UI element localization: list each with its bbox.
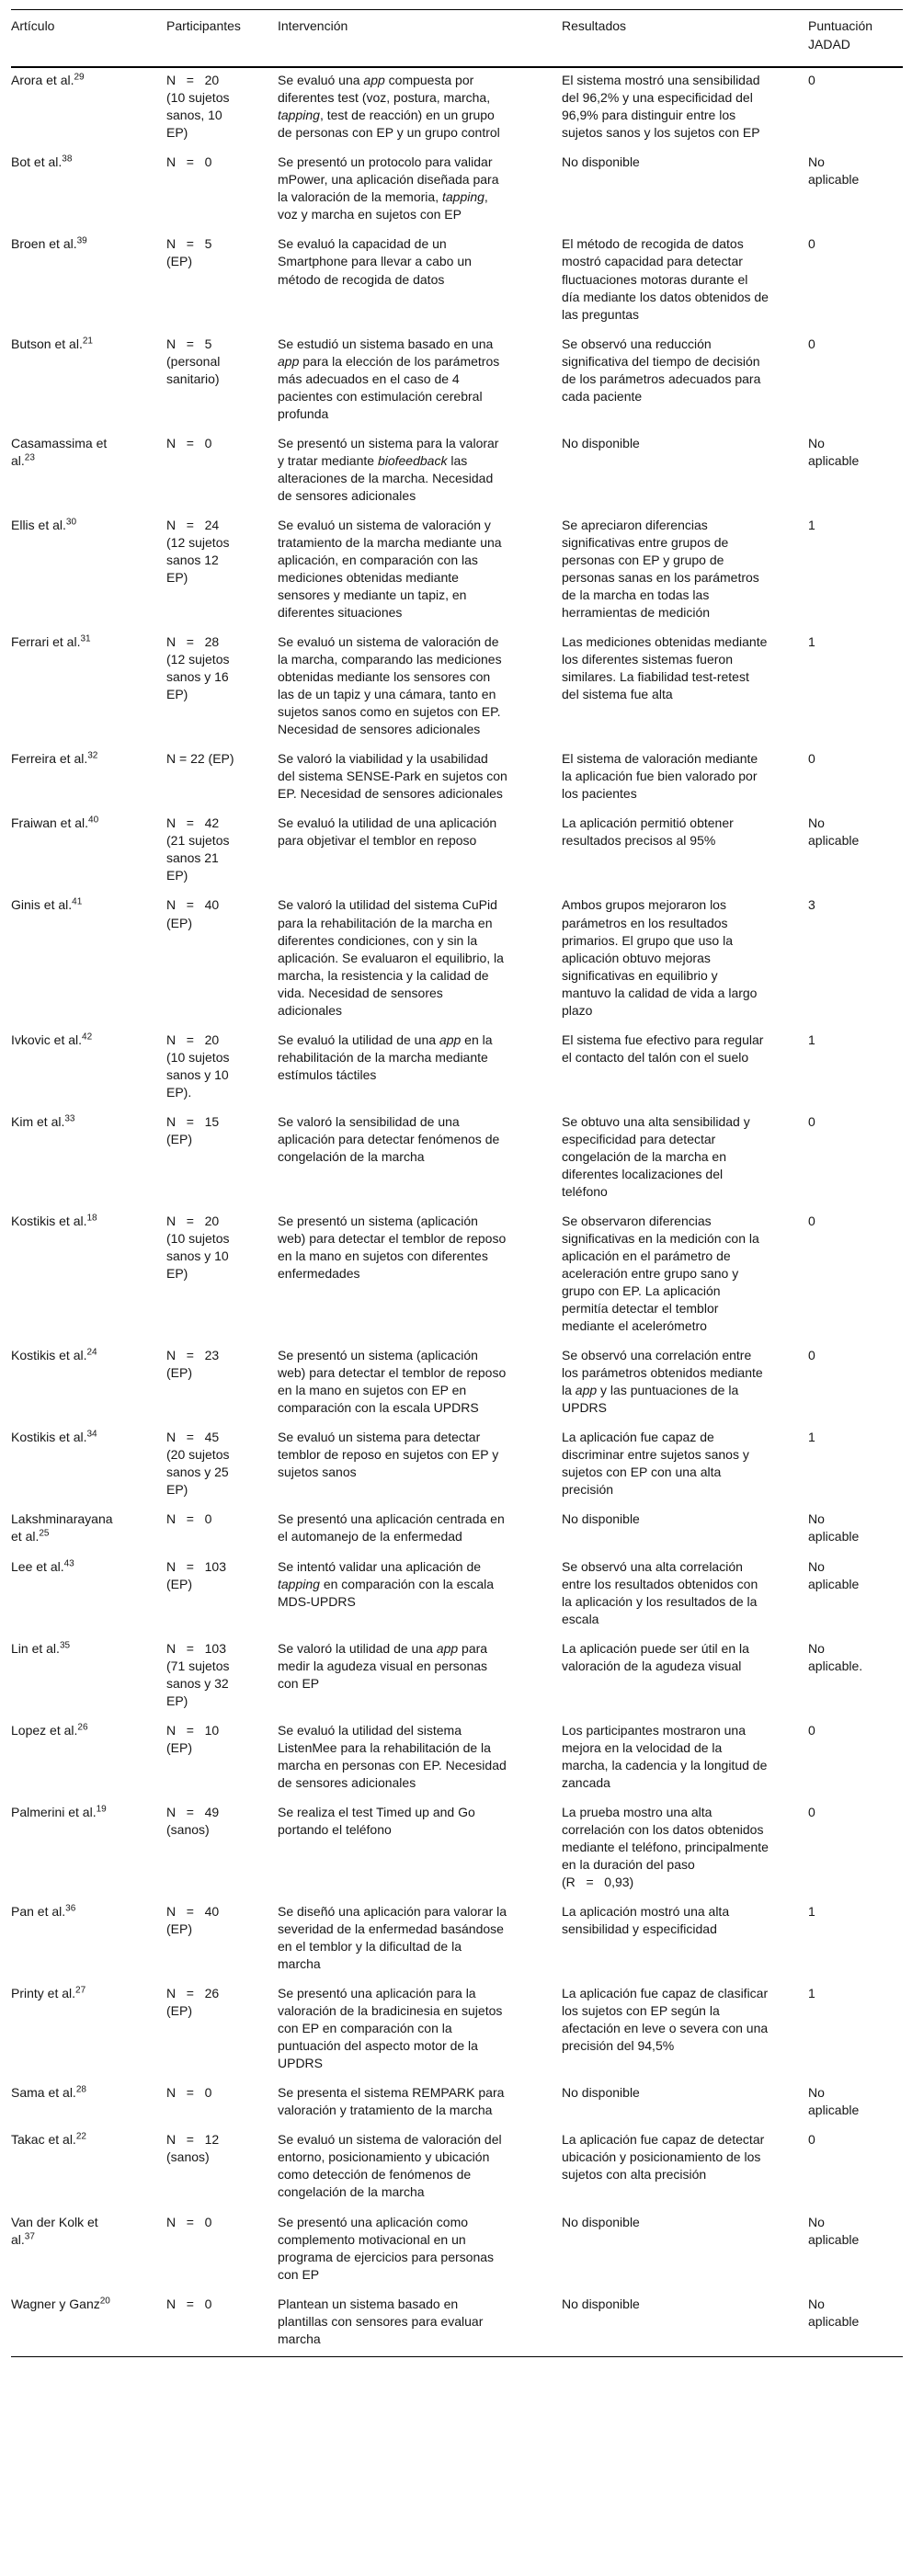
participants-detail: (EP) — [166, 1739, 192, 1755]
column-header-intervencion: Intervención — [278, 18, 348, 33]
jadad-score-cell: 1 — [808, 1430, 815, 1445]
table-row — [11, 1507, 903, 1554]
table-row — [11, 1718, 903, 1800]
article-cell — [11, 1507, 166, 1554]
participants-cell — [166, 1899, 278, 1981]
results-cell: Se observaron diferencias significativas en la medición con la aplicación en el parámetro de aceleración entre grupo sano y grupo con EP. La aplicación permitía detectar el temblor mediante el acelerómetro — [562, 1213, 759, 1334]
participants-detail: (personal sanitario) — [166, 353, 224, 386]
participants-detail: (EP) — [166, 1576, 192, 1591]
article-reference: Fraiwan et al.$^{40}$ — [11, 815, 99, 831]
participants-cell — [166, 1110, 278, 1209]
participants-n: N = 40 — [166, 897, 220, 913]
participants-detail: (12 sujetos sanos 12 EP) — [166, 534, 234, 585]
article-cell — [11, 67, 166, 150]
table-row — [11, 811, 903, 893]
results-cell: Se apreciaron diferencias significativas entre grupos de personas con EP y grupo de personas sanas en los parámetros de la marcha en todas las herramientas de medición — [562, 517, 759, 621]
article-cell — [11, 1800, 166, 1899]
article-cell — [11, 1555, 166, 1636]
table-row — [11, 1800, 903, 1899]
jadad-score-cell: 0 — [808, 73, 815, 88]
jadad-score-cell: 0 — [808, 1213, 815, 1228]
article-reference: Ginis et al.$^{41}$ — [11, 896, 83, 913]
participants-n: N = 5 — [166, 336, 212, 351]
column-header-participantes: Participantes — [166, 18, 241, 33]
participants-detail: (71 sujetos sanos y 32 EP) — [166, 1658, 234, 1708]
article-cell — [11, 1425, 166, 1507]
results-cell: Se obtuvo una alta sensibilidad y especificidad para detectar congelación de la marcha en diferentes localizaciones del teléfono — [562, 1113, 750, 1199]
participants-detail: (20 sujetos sanos y 25 EP) — [166, 1447, 234, 1498]
article-cell — [11, 1981, 166, 2080]
article-reference: Broen et al.$^{39}$ — [11, 235, 87, 252]
table-row — [11, 630, 903, 747]
participants-detail: (EP) — [166, 1365, 192, 1381]
column-header-articulo: Artículo — [11, 18, 55, 33]
table-row — [11, 1981, 903, 2080]
jadad-score-cell: No aplicable — [808, 2296, 860, 2329]
participants-cell — [166, 431, 278, 513]
participants-cell — [166, 513, 278, 630]
results-cell: Los participantes mostraron una mejora en la velocidad de la marcha, la cadencia y la longitud de zancada — [562, 1722, 768, 1790]
intervention-cell: Se evaluó la capacidad de un Smartphone para llevar a cabo un método de recogida de datos — [278, 236, 472, 287]
article-reference: Kostikis et al.$^{24}$ — [11, 1347, 97, 1363]
participants-detail: (EP) — [166, 254, 192, 269]
article-reference: Printy et al.$^{27}$ — [11, 1985, 86, 2001]
participants-cell — [166, 1028, 278, 1110]
participants-cell — [166, 747, 278, 811]
article-reference: Lee et al.$^{43}$ — [11, 1557, 74, 1574]
results-cell: Ambos grupos mejoraron los parámetros en los resultados primarios. El grupo que uso la aplicación obtuvo mejoras significativas en equilibrio y mantuvo la calidad de vida a largo plazo — [562, 897, 758, 1018]
intervention-cell: Se intentó validar una aplicación de tapping en comparación con la escala MDS-UPDRS — [278, 1558, 495, 1609]
results-cell: Se observó una alta correlación entre los resultados obtenidos con la aplicación y los resultados de la escala — [562, 1558, 758, 1626]
table-row — [11, 1555, 903, 1636]
article-reference: Kostikis et al.$^{34}$ — [11, 1429, 97, 1445]
article-reference: Lopez et al.$^{26}$ — [11, 1722, 88, 1738]
participants-cell — [166, 150, 278, 232]
intervention-cell: Se presenta el sistema REMPARK para valoración y tratamiento de la marcha — [278, 2085, 505, 2118]
intervention-cell: Se valoró la viabilidad y la usabilidad del sistema SENSE-Park en sujetos con EP. Necesidad de sensores adicionales — [278, 751, 507, 802]
intervention-cell: Se evaluó la utilidad de una app en la rehabilitación de la marcha mediante estímulos táctiles — [278, 1032, 493, 1082]
article-reference: Kostikis et al.$^{18}$ — [11, 1213, 97, 1228]
table-row — [11, 431, 903, 513]
article-reference: Takac et al.$^{22}$ — [11, 2131, 86, 2148]
results-cell: Las mediciones obtenidas mediante los diferentes sistemas fueron similares. La fiabilidad test-retest del sistema fue alta — [562, 634, 768, 702]
article-reference: Arora et al.$^{29}$ — [11, 72, 85, 88]
participants-n: N = 10 — [166, 1722, 220, 1738]
article-reference: Ferreira et al.$^{32}$ — [11, 750, 98, 767]
jadad-score-cell: 1 — [808, 1032, 815, 1047]
results-cell: Se observó una correlación entre los parámetros obtenidos mediante la app y las puntuaciones de la UPDRS — [562, 1348, 763, 1416]
participants-n: N = 0 — [166, 154, 212, 170]
participants-n: N = 0 — [166, 1511, 212, 1527]
article-reference: Ellis et al.$^{30}$ — [11, 517, 77, 532]
participants-detail: (sanos) — [166, 2149, 210, 2165]
intervention-cell: Se evaluó un sistema de valoración de la marcha, comparando las mediciones obtenidas mediante los sensores con las de un tapiz y una cámara, tanto en sujetos sanos como en sujetos con EP. Necesidad de sensores adicionales — [278, 634, 502, 737]
results-cell: No disponible — [562, 2085, 640, 2101]
participants-n: N = 40 — [166, 1904, 220, 1920]
participants-cell — [166, 1800, 278, 1899]
article-reference: Pan et al.$^{36}$ — [11, 1903, 76, 1920]
results-cell: El sistema fue efectivo para regular el contacto del talón con el suelo — [562, 1032, 764, 1065]
table-row — [11, 1899, 903, 1981]
jadad-score-cell: 1 — [808, 634, 815, 650]
participants-n: N = 5 — [166, 236, 212, 252]
jadad-score-cell: 0 — [808, 1113, 815, 1129]
participants-cell — [166, 1209, 278, 1343]
results-cell: El método de recogida de datos mostró capacidad para detectar fluctuaciones motoras durante el día mediante los datos obtenidos de las preguntas — [562, 236, 769, 322]
participants-n: N = 0 — [166, 2085, 212, 2101]
column-header-resultados: Resultados — [562, 18, 627, 33]
participants-n: N = 49 — [166, 1804, 220, 1819]
intervention-cell: Se presentó un sistema (aplicación web) para detectar el temblor de reposo en la mano en sujetos con EP en comparación con la escala UPDRS — [278, 1348, 507, 1416]
jadad-score-cell: No aplicable. — [808, 1640, 863, 1673]
participants-n: N = 20 — [166, 73, 220, 88]
results-cell: La aplicación fue capaz de clasificar los sujetos con EP según la afectación en leve o severa con una precisión del 94,5% — [562, 1986, 769, 2054]
participants-cell — [166, 1636, 278, 1718]
table-header — [11, 10, 903, 68]
article-cell — [11, 1636, 166, 1718]
participants-cell — [166, 332, 278, 431]
results-cell: No disponible — [562, 2214, 640, 2229]
table-row — [11, 1209, 903, 1343]
participants-n: N = 24 — [166, 517, 220, 532]
article-cell — [11, 2080, 166, 2127]
jadad-score-cell: No aplicable — [808, 435, 860, 468]
intervention-cell: Plantean un sistema basado en plantillas con sensores para evaluar marcha — [278, 2296, 484, 2346]
intervention-cell: Se valoró la utilidad de una app para medir la agudeza visual en personas con EP — [278, 1640, 488, 1691]
intervention-cell: Se presentó una aplicación para la valoración de la bradicinesia en sujetos con EP en comparación con la puntuación del aspecto motor de la UPDRS — [278, 1986, 503, 2071]
jadad-score-cell: No aplicable — [808, 1511, 860, 1544]
jadad-score-cell: 0 — [808, 1348, 815, 1363]
participants-n: N = 15 — [166, 1113, 220, 1129]
participants-n: N = 28 — [166, 634, 220, 650]
participants-cell — [166, 811, 278, 893]
table-body — [11, 67, 903, 2356]
table-row — [11, 2210, 903, 2292]
participants-cell — [166, 232, 278, 331]
participants-n: N = 0 — [166, 435, 212, 450]
intervention-cell: Se presentó un sistema para la valorar y tratar mediante biofeedback las alteraciones de la marcha. Necesidad de sensores adicionales — [278, 435, 499, 503]
article-reference: Lakshminarayana et al.$^{25}$ — [11, 1511, 113, 1544]
participants-n: N = 22 (EP) — [166, 751, 234, 767]
table-row — [11, 150, 903, 232]
participants-detail: (10 sujetos sanos, 10 EP) — [166, 90, 234, 141]
table-row — [11, 513, 903, 630]
table-row — [11, 67, 903, 150]
intervention-cell: Se evaluó una app compuesta por diferentes test (voz, postura, marcha, tapping, test de reacción) en un grupo de personas con EP y un grupo control — [278, 73, 500, 141]
participants-detail: (sanos) — [166, 1821, 210, 1837]
participants-n: N = 20 — [166, 1032, 220, 1047]
article-cell — [11, 332, 166, 431]
jadad-score-cell: No aplicable — [808, 1558, 860, 1591]
article-cell — [11, 747, 166, 811]
jadad-score-cell: No aplicable — [808, 815, 860, 849]
intervention-cell: Se presentó una aplicación como complemento motivacional en un programa de ejercicios para personas con EP — [278, 2214, 495, 2282]
results-cell: No disponible — [562, 1511, 640, 1527]
results-cell: El sistema de valoración mediante la aplicación fue bien valorado por los pacientes — [562, 751, 758, 802]
participants-n: N = 26 — [166, 1986, 220, 2001]
article-cell — [11, 2127, 166, 2209]
results-cell: Se observó una reducción significativa del tiempo de decisión de los parámetros adecuados para cada paciente — [562, 336, 761, 404]
participants-cell — [166, 1555, 278, 1636]
participants-detail: (21 sujetos sanos 21 EP) — [166, 833, 234, 883]
table-row — [11, 332, 903, 431]
participants-n: N = 0 — [166, 2296, 212, 2311]
article-cell — [11, 1718, 166, 1800]
participants-cell — [166, 2210, 278, 2292]
column-header-puntuacion-jadad: Puntuación JADAD — [808, 18, 873, 51]
article-reference: Sama et al.$^{28}$ — [11, 2084, 86, 2101]
results-cell: No disponible — [562, 154, 640, 170]
participants-detail: (EP) — [166, 1131, 192, 1146]
jadad-score-cell: 0 — [808, 1722, 815, 1738]
article-cell — [11, 2292, 166, 2357]
results-cell: La aplicación mostró una alta sensibilidad y especificidad — [562, 1904, 730, 1937]
participants-cell — [166, 2127, 278, 2209]
intervention-cell: Se presentó un protocolo para validar mPower, una aplicación diseñada para la valoración de la memoria, tapping, voz y marcha en sujetos con EP — [278, 154, 499, 222]
participants-cell — [166, 2292, 278, 2357]
article-cell — [11, 232, 166, 331]
article-reference: Van der Kolk et al.$^{37}$ — [11, 2214, 98, 2247]
table-row — [11, 1028, 903, 1110]
jadad-score-cell: 0 — [808, 1804, 815, 1819]
jadad-score-cell: 0 — [808, 751, 815, 767]
article-cell — [11, 150, 166, 232]
table-row — [11, 893, 903, 1027]
article-cell — [11, 2210, 166, 2292]
participants-n: N = 23 — [166, 1348, 220, 1363]
jadad-score-cell: 0 — [808, 336, 815, 351]
results-cell: La aplicación fue capaz de discriminar entre sujetos sanos y sujetos con EP con una alta precisión — [562, 1430, 749, 1498]
participants-cell — [166, 1981, 278, 2080]
article-cell — [11, 1899, 166, 1981]
jadad-score-cell: 3 — [808, 897, 815, 913]
participants-n: N = 45 — [166, 1430, 220, 1445]
article-reference: Lin et al.$^{35}$ — [11, 1639, 71, 1656]
participants-cell — [166, 2080, 278, 2127]
article-cell — [11, 1110, 166, 1209]
article-reference: Ferrari et al.$^{31}$ — [11, 633, 91, 650]
header-row — [11, 10, 903, 68]
table-row — [11, 2292, 903, 2357]
results-cell: La aplicación fue capaz de detectar ubicación y posicionamiento de los sujetos con alta precisión — [562, 2132, 765, 2183]
intervention-cell: Se evaluó la utilidad de una aplicación para objetivar el temblor en reposo — [278, 815, 497, 849]
participants-detail: (EP) — [166, 2003, 192, 2019]
jadad-score-cell: 1 — [808, 517, 815, 532]
results-cell: La aplicación permitió obtener resultados precisos al 95% — [562, 815, 734, 849]
participants-detail: (12 sujetos sanos y 16 EP) — [166, 652, 234, 702]
studies-table — [11, 9, 903, 2357]
participants-cell — [166, 1507, 278, 1554]
article-cell — [11, 1209, 166, 1343]
intervention-cell: Se evaluó un sistema de valoración del entorno, posicionamiento y ubicación como detección de fenómenos de congelación de la marcha — [278, 2132, 502, 2200]
intervention-cell: Se diseñó una aplicación para valorar la severidad de la enfermedad basándose en el temblor y la dificultad de la marcha — [278, 1904, 507, 1972]
results-cell: La prueba mostro una alta correlación con los datos obtenidos mediante el teléfono, principalmente en la duración del paso (R = 0,93) — [562, 1804, 769, 1889]
article-reference: Casamassima et al.$^{23}$ — [11, 435, 108, 468]
results-cell: El sistema mostró una sensibilidad del 96,2% y una especificidad del 96,9% para distinguir entre los sujetos sanos y los sujetos con EP — [562, 73, 760, 141]
article-cell — [11, 1028, 166, 1110]
table-row — [11, 1636, 903, 1718]
table-row — [11, 2127, 903, 2209]
results-cell: No disponible — [562, 2296, 640, 2311]
jadad-score-cell: 1 — [808, 1986, 815, 2001]
participants-n: N = 42 — [166, 815, 220, 831]
intervention-cell: Se presentó un sistema (aplicación web) para detectar el temblor de reposo en la mano en sujetos con diferentes enfermedades — [278, 1213, 507, 1282]
article-cell — [11, 811, 166, 893]
table-row — [11, 232, 903, 331]
jadad-score-cell: 0 — [808, 236, 815, 252]
article-cell — [11, 431, 166, 513]
intervention-cell: Se presentó una aplicación centrada en el automanejo de la enfermedad — [278, 1511, 505, 1544]
jadad-score-cell: 0 — [808, 2132, 815, 2148]
participants-detail: (EP) — [166, 915, 192, 930]
article-cell — [11, 893, 166, 1027]
participants-cell — [166, 893, 278, 1027]
participants-n: N = 103 — [166, 1640, 226, 1656]
intervention-cell: Se valoró la utilidad del sistema CuPid para la rehabilitación de la marcha en diferentes condiciones, con y sin la aplicación. Se evaluaron el equilibrio, la marcha, la resistencia y la calidad de vida. Necesidad de sensores adicionales — [278, 897, 504, 1018]
participants-cell — [166, 67, 278, 150]
article-cell — [11, 513, 166, 630]
intervention-cell: Se evaluó un sistema de valoración y tratamiento de la marcha mediante una aplicación, en comparación con las mediciones obtenidas mediante sensores y mediante un tapiz, en diferentes situaciones — [278, 517, 502, 621]
intervention-cell: Se estudió un sistema basado en una app para la elección de los parámetros más adecuados en el caso de 4 pacientes con estimulación cerebral profunda — [278, 336, 500, 421]
article-reference: Ivkovic et al.$^{42}$ — [11, 1032, 93, 1047]
participants-n: N = 20 — [166, 1213, 220, 1228]
participants-cell — [166, 630, 278, 747]
table-row — [11, 747, 903, 811]
intervention-cell: Se realiza el test Timed up and Go portando el teléfono — [278, 1804, 475, 1837]
table-row — [11, 2080, 903, 2127]
participants-cell — [166, 1425, 278, 1507]
article-reference: Butson et al.$^{21}$ — [11, 335, 93, 351]
results-cell: No disponible — [562, 435, 640, 450]
participants-cell — [166, 1718, 278, 1800]
intervention-cell: Se valoró la sensibilidad de una aplicación para detectar fenómenos de congelación de la marcha — [278, 1113, 500, 1164]
participants-n: N = 103 — [166, 1558, 226, 1574]
participants-n: N = 12 — [166, 2132, 220, 2148]
jadad-score-cell: No aplicable — [808, 154, 860, 188]
results-cell: La aplicación puede ser útil en la valoración de la agudeza visual — [562, 1640, 749, 1673]
table-row — [11, 1343, 903, 1425]
table-row — [11, 1425, 903, 1507]
jadad-score-cell: No aplicable — [808, 2214, 860, 2247]
jadad-score-cell: No aplicable — [808, 2085, 860, 2118]
jadad-score-cell: 1 — [808, 1904, 815, 1920]
intervention-cell: Se evaluó un sistema para detectar temblor de reposo en sujetos con EP y sujetos sanos — [278, 1430, 499, 1480]
article-cell — [11, 630, 166, 747]
table-row — [11, 1110, 903, 1209]
participants-detail: (EP) — [166, 1921, 192, 1937]
article-reference: Kim et al.$^{33}$ — [11, 1113, 75, 1129]
participants-detail: (10 sujetos sanos y 10 EP). — [166, 1049, 234, 1100]
article-reference: Bot et al.$^{38}$ — [11, 154, 73, 170]
participants-detail: (10 sujetos sanos y 10 EP) — [166, 1231, 234, 1282]
participants-cell — [166, 1343, 278, 1425]
intervention-cell: Se evaluó la utilidad del sistema ListenMee para la rehabilitación de la marcha en personas con EP. Necesidad de sensores adicionales — [278, 1722, 507, 1790]
article-reference: Wagner y Ganz$^{20}$ — [11, 2295, 110, 2311]
article-reference: Palmerini et al.$^{19}$ — [11, 1804, 107, 1819]
article-cell — [11, 1343, 166, 1425]
participants-n: N = 0 — [166, 2214, 212, 2229]
